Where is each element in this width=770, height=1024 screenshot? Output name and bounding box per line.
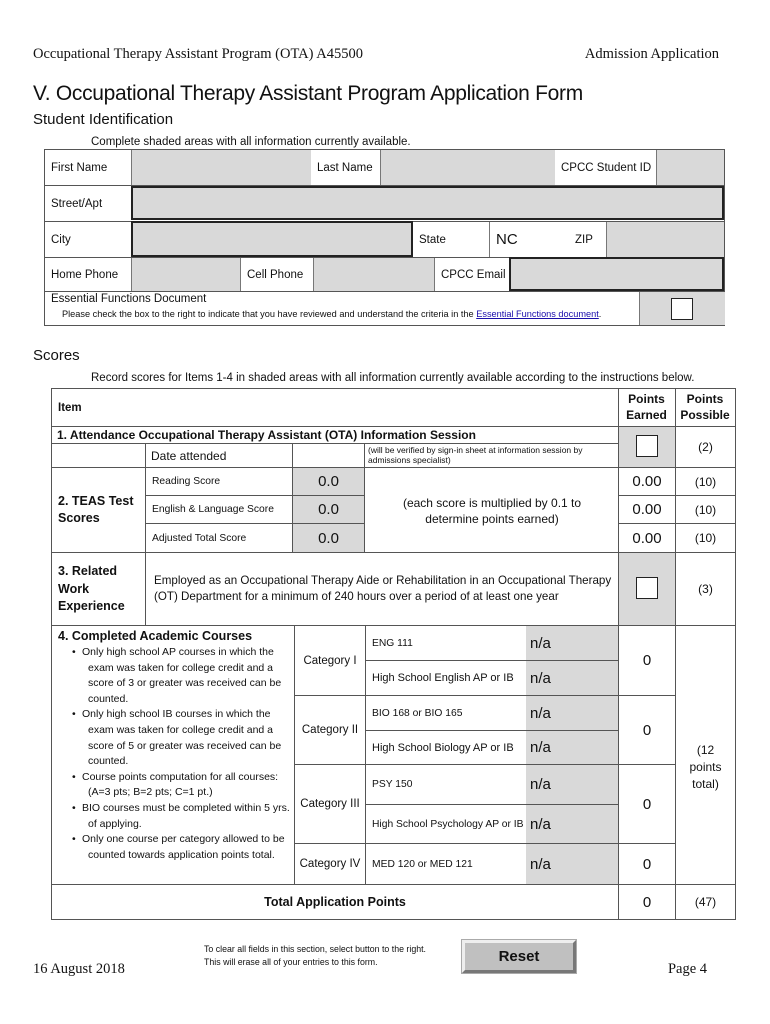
- item4-rule: • Course points computation for all courses: (A=3 pts; B=2 pts; C=1 pt.): [58, 770, 294, 801]
- teas-english-field[interactable]: 0.0: [293, 496, 364, 523]
- column-points-earned-line2: Earned: [626, 408, 667, 422]
- item1-possible: (2): [698, 440, 713, 454]
- item3-title-line1: 3. Related: [58, 564, 118, 578]
- item3-checkbox[interactable]: [636, 577, 658, 599]
- category-3-grade-1[interactable]: n/a: [526, 765, 618, 804]
- home-phone-label: Home Phone: [51, 268, 119, 281]
- student-id-label: CPCC Student ID: [561, 161, 652, 174]
- category-1-grade-2[interactable]: n/a: [526, 661, 618, 695]
- essential-functions-link[interactable]: Essential Functions document: [476, 309, 599, 319]
- teas-total-earned: 0.00: [632, 529, 662, 547]
- category-1-grade-1[interactable]: n/a: [526, 626, 618, 660]
- cell-phone-label: Cell Phone: [247, 268, 304, 281]
- teas-reading-label: Reading Score: [152, 476, 221, 487]
- item3-title: [58, 563, 125, 616]
- header-program: Occupational Therapy Assistant Program (OTA) A45500: [33, 46, 363, 62]
- category-4-grade-1[interactable]: n/a: [526, 844, 618, 884]
- teas-total-label: Adjusted Total Score: [152, 532, 247, 544]
- category-3-earned: 0: [642, 795, 652, 813]
- category-2-course-2: High School Biology AP or IB: [372, 741, 514, 754]
- header-doc-type: Admission Application: [584, 46, 719, 62]
- state-label: State: [419, 233, 446, 246]
- footer-date: 16 August 2018: [33, 961, 125, 977]
- zip-label: ZIP: [569, 222, 607, 257]
- item1-earned-cell: [619, 427, 675, 467]
- column-points-possible-line2: Possible: [680, 408, 730, 422]
- item2-title-line2: Scores: [58, 511, 100, 525]
- street-field[interactable]: [131, 186, 724, 220]
- category-2-course-1: BIO 168 or BIO 165: [372, 707, 463, 719]
- total-label: Total Application Points: [264, 895, 406, 909]
- category-3-course-2: High School Psychology AP or IB: [372, 818, 524, 830]
- item3-possible: (3): [698, 582, 713, 596]
- column-points-earned-line1: Points: [628, 392, 665, 406]
- category-1-label: Category I: [303, 654, 357, 667]
- student-id-instructions: Complete shaded areas with all information currently available.: [91, 136, 411, 148]
- teas-total-possible: (10): [694, 531, 717, 545]
- item4-description: [58, 629, 294, 863]
- category-2-grade-2[interactable]: n/a: [526, 731, 618, 764]
- item4-rule: • Only high school IB courses in which the exam was taken for college credit and a score of 5 or greater was received can be counted.: [58, 707, 294, 769]
- home-phone-field[interactable]: [131, 258, 241, 291]
- category-1-course-1: ENG 111: [372, 637, 413, 649]
- category-4-course-1: MED 120 or MED 121: [372, 858, 473, 870]
- city-field[interactable]: [131, 221, 413, 257]
- column-points-possible: [675, 391, 735, 423]
- column-points-earned: [618, 391, 675, 423]
- item2-title-line1: 2. TEAS Test: [58, 494, 134, 508]
- total-possible: (47): [694, 895, 717, 909]
- item4-title: 4. Completed Academic Courses: [58, 629, 253, 643]
- teas-reading-earned: 0.00: [632, 473, 662, 490]
- item4-possible-line1: (12: [696, 743, 715, 757]
- item1-checkbox[interactable]: [636, 435, 658, 457]
- item4-rule: • Only high school AP courses in which the exam was taken for college credit and a score of 3 or greater was received can be counted.: [58, 645, 294, 707]
- item4-rule: • Only one course per category allowed to be counted towards application points total.: [58, 832, 294, 863]
- category-2-earned: 0: [642, 721, 652, 739]
- scores-instructions: Record scores for Items 1-4 in shaded areas with all information currently available according to the instructions below.: [91, 372, 695, 384]
- section-heading-student-id: Student Identification: [33, 111, 174, 128]
- footer-page-number: Page 4: [667, 961, 707, 977]
- email-label: CPCC Email: [441, 268, 506, 281]
- last-name-label: Last Name: [317, 161, 373, 174]
- total-earned: 0: [642, 893, 652, 911]
- street-label: Street/Apt: [51, 197, 103, 210]
- category-3-grade-2[interactable]: n/a: [526, 805, 618, 843]
- essential-functions-suffix: .: [598, 309, 602, 319]
- category-3-label: Category III: [300, 798, 360, 810]
- reset-note-line1: To clear all fields in this section, select button to the right.: [204, 944, 426, 954]
- page-title: V. Occupational Therapy Assistant Program Application Form: [33, 82, 583, 105]
- section-heading-scores: Scores: [33, 347, 80, 364]
- column-item: Item: [58, 401, 82, 414]
- item1-date-field[interactable]: [293, 444, 364, 467]
- category-2-label: Category II: [301, 724, 359, 736]
- student-id-table: [44, 149, 725, 326]
- item3-title-line2: Work: [58, 581, 90, 596]
- column-points-possible-line1: Points: [686, 392, 724, 406]
- item3-earned-cell: [619, 553, 675, 625]
- item4-possible-line3: total): [692, 777, 719, 791]
- reset-button[interactable]: Reset: [462, 940, 576, 973]
- last-name-field[interactable]: [380, 150, 555, 185]
- email-field[interactable]: [509, 257, 724, 291]
- item3-title-line3: Experience: [58, 599, 125, 613]
- category-2-grade-1[interactable]: n/a: [526, 696, 618, 730]
- category-3-course-1: PSY 150: [372, 779, 413, 790]
- item2-title: [58, 493, 133, 527]
- item1-date-label: Date attended: [151, 448, 227, 463]
- teas-reading-possible: (10): [694, 474, 717, 489]
- item4-rule: • BIO courses must be completed within 5 yrs. of applying.: [58, 801, 294, 832]
- zip-field[interactable]: [607, 222, 724, 257]
- category-4-earned: 0: [642, 855, 652, 873]
- item4-possible-line2: points: [689, 760, 722, 774]
- essential-functions-checkbox[interactable]: [671, 298, 693, 320]
- category-1-earned: 0: [642, 652, 652, 669]
- first-name-label: First Name: [51, 161, 108, 174]
- essential-functions-check-cell: [639, 292, 725, 325]
- item4-rules-list: [58, 645, 294, 863]
- item1-title: 1. Attendance Occupational Therapy Assistant (OTA) Information Session: [57, 428, 476, 442]
- essential-functions-prefix: Please check the box to the right to indicate that you have reviewed and understand the criteria in the: [62, 309, 477, 319]
- item3-description: Employed as an Occupational Therapy Aide or Rehabilitation in an Occupational Therapy (OT) Department for a minimum of 240 hours over a period of at least one year: [154, 574, 612, 603]
- essential-functions-text: [62, 309, 601, 319]
- category-1-course-2: High School English AP or IB: [372, 672, 514, 684]
- first-name-field[interactable]: [131, 150, 311, 185]
- item2-note: (each score is multiplied by 0.1 to determine points earned): [402, 496, 582, 526]
- reset-note: [204, 943, 426, 969]
- cell-phone-field[interactable]: [313, 258, 435, 291]
- essential-functions-title: Essential Functions Document: [51, 293, 207, 305]
- teas-english-earned: 0.00: [632, 501, 662, 518]
- item4-possible: [676, 742, 735, 793]
- teas-total-field[interactable]: 0.0: [293, 524, 364, 552]
- teas-english-label: English & Language Score: [152, 504, 274, 515]
- item1-note: (will be verified by sign-in sheet at information session by admissions specialist): [368, 445, 583, 465]
- category-4-label: Category IV: [299, 858, 361, 870]
- reset-note-line2: This will erase all of your entries to this form.: [204, 957, 378, 967]
- city-label: City: [51, 233, 71, 246]
- teas-english-possible: (10): [694, 502, 717, 517]
- student-id-field[interactable]: [656, 150, 724, 185]
- scores-table: [51, 388, 736, 920]
- teas-reading-field[interactable]: 0.0: [293, 468, 364, 495]
- state-field[interactable]: NC: [489, 222, 569, 257]
